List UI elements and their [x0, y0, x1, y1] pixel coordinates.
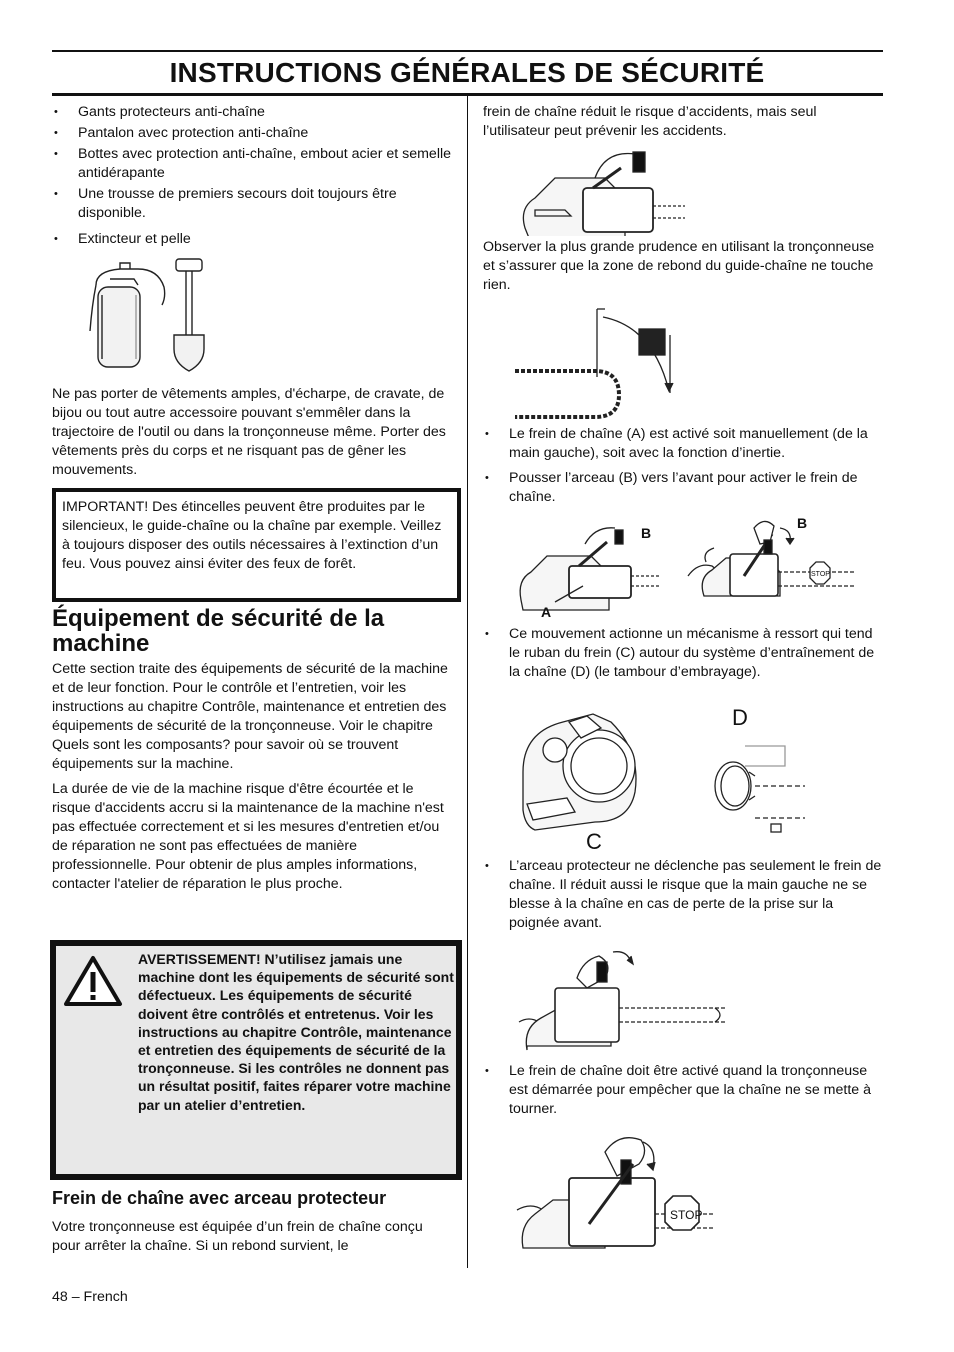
stop-sign-large-label: STOP: [670, 1208, 703, 1222]
extinguisher-bullet: [52, 230, 452, 249]
clothing-paragraph: Ne pas porter de vêtements amples, d'écharpe, de cravate, de bijou ou tout autre accessoire pouvant s'emmêler dans la trajectoire de l'outil ou dans la tronçonneuse même. Porter des vêtements près du corps et ne risquant pas de gêner les mouvements.: [52, 386, 446, 478]
stop-sign-small-label: STOP: [811, 571, 830, 578]
continued-paragraph: frein de chaîne réduit le risque d’accidents, mais seul l’utilisateur peut prévenir les accidents.: [483, 104, 817, 139]
warning-text: AVERTISSEMENT! N’utilisez jamais une machine dont les équipements de sécurité sont défectueux. Les équipements de sécurité doivent être contrôlés et entretenus. Voir les instructions au chapitre Contrôle, maintenance et entretien des équipements de sécurité de la tronçonneuse. Si les contrôles ne donnent pas un résultat positif, faites réparer votre machine par un atelier d’entretien.: [138, 951, 454, 1113]
page-title: INSTRUCTIONS GÉNÉRALES DE SÉCURITÉ: [169, 57, 765, 88]
warning-panel: [56, 946, 456, 1174]
push-guard-forward-illustration: [684, 516, 854, 608]
label-a: A: [541, 604, 552, 620]
brake-band-illustration: [515, 712, 645, 840]
list-item: • Le frein de chaîne doit être activé quand la tronçonneuse est démarrée pour empêcher que la chaîne ne se mette à tourner.: [483, 1062, 883, 1119]
ppe-bullet-list: [52, 103, 452, 223]
start-with-brake-illustration: [515, 1128, 715, 1256]
extinguisher-shovel-illustration: [80, 255, 220, 375]
list-item: • L’arceau protecteur ne déclenche pas seulement le frein de chaîne. Il réduit aussi le risque que la main gauche ne se blesse à la chaîne en cas de perte de la prise sur la poignée avant.: [483, 857, 883, 933]
chainsaw-brake-illustration: [515, 148, 685, 236]
hand-slip-guard-illustration: [515, 938, 725, 1060]
important-notice-box: [52, 488, 461, 602]
clutch-drum-illustration: [705, 736, 805, 836]
section-paragraph-2: La durée de vie de la machine risque d'être écourtée et le risque d'accidents accru si la maintenance de la machine n'est pas effectuée correctement et si les mesures d'entretien et/ou de réparation ne sont pas effectuées de manière professionnelle. Pour obtenir de plus amples informations, contacter l'atelier de réparation le plus proche.: [52, 781, 444, 892]
list-item: • Pantalon avec protection anti-chaîne: [52, 124, 452, 143]
list-item: • Une trousse de premiers secours doit toujours être disponible.: [52, 185, 452, 223]
section-body: [52, 660, 454, 900]
mechanism-bullet: [483, 625, 883, 682]
label-c: C: [586, 829, 602, 854]
start-bullet: [483, 1062, 883, 1119]
page-number: 48 – French: [52, 1289, 128, 1305]
brake-bullets-1: [483, 425, 883, 507]
list-item: • Le frein de chaîne (A) est activé soit manuellement (de la main gauche), soit avec la fonction d’inertie.: [483, 425, 883, 463]
section-paragraph-1: Cette section traite des équipements de sécurité de la machine et de leur fonction. Pour le contrôle et l’entretien, voir les instructions au chapitre Contrôle, maintenance et entretien des équipements de sécurité de la tronçonneuse. Voir le chapitre Quels sont les composants? pour savoir où se trouvent équipements sur la machine.: [52, 661, 448, 772]
warning-box: [50, 940, 462, 1180]
chain-brake-a-b-illustration: [515, 520, 660, 624]
label-b-left: B: [641, 525, 652, 541]
subheading: Frein de chaîne avec arceau protecteur: [52, 1188, 387, 1208]
caution-paragraph: Observer la plus grande prudence en utilisant la tronçonneuse et s’assurer que la zone de rebond du guide-chaîne ne touche rien.: [483, 239, 875, 293]
section-heading: Équipement de sécurité de la machine: [52, 605, 385, 657]
guard-bullet: [483, 857, 883, 933]
brake-paragraph: Votre tronçonneuse est équipée d’un frein de chaîne conçu pour arrêter la chaîne. Si un rebond survient, le: [52, 1219, 423, 1254]
list-item: • Extincteur et pelle: [52, 230, 452, 249]
kickback-zone-illustration: [515, 305, 695, 423]
list-item: • Bottes avec protection anti-chaîne, embout acier et semelle antidérapante: [52, 145, 452, 183]
list-item: • Gants protecteurs anti-chaîne: [52, 103, 452, 122]
list-item: • Ce mouvement actionne un mécanisme à ressort qui tend le ruban du frein (C) autour du système d’entraînement de la chaîne (D) (le tambour d’embrayage).: [483, 625, 883, 682]
top-rule: [52, 50, 883, 52]
label-d: D: [732, 705, 748, 730]
list-item: • Pousser l’arceau (B) vers l’avant pour activer le frein de chaîne.: [483, 469, 883, 507]
important-notice-text: IMPORTANT! Des étincelles peuvent être produites par le silencieux, le guide-chaîne ou la chaîne par exemple. Veillez à toujours disposer des outils nécessaires à l’extinction d’un feu. Vous pouvez ainsi éviter des feux de forêt.: [62, 499, 442, 572]
label-b-right: B: [797, 515, 808, 531]
warning-triangle-icon: [62, 954, 124, 1008]
column-divider: [467, 96, 468, 1268]
